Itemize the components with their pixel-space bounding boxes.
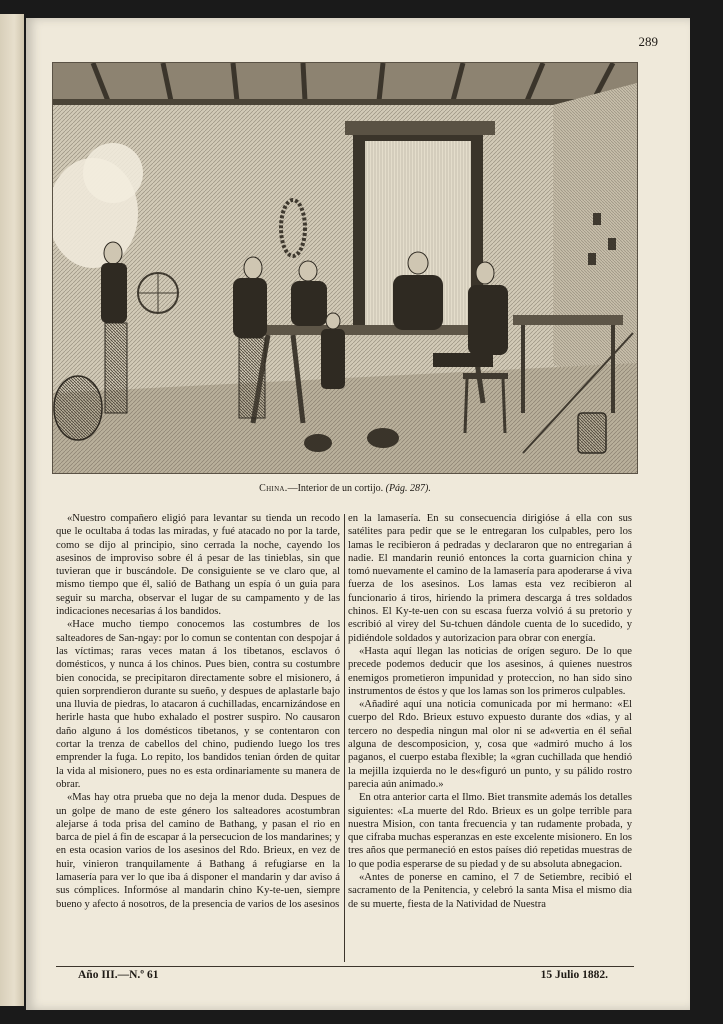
footer-rule: [56, 966, 634, 967]
facing-page-edge: [0, 14, 24, 1006]
figure-caption: [52, 483, 638, 494]
caption-label: China.: [259, 483, 288, 494]
paragraph: «Nuestro compañero eligió para levantar su tienda un recodo que le ocultaba á todas las miradas, y fué atacado no por la tarde, como se dijo al principio, sino cerrada la noche, cayendo los asesinos de improviso sobre él á pesar de las tinieblas, sin que tuvieran que ir buscándole. De consiguiente se ve claro que, al mismo tiempo que él, salió de Bathang un espía ó un guia para seguir su marcha, observar el lugar de su campamento y de las indicaciones necesarias á los bandidos.: [56, 513, 340, 618]
paragraph: «Hasta aquí llegan las noticias de orígen seguro. De lo que precede podemos deducir que los asesinos, á quienes nuestros enemigos prometieron impunidad y proteccion, no han sido sino instrumentos de éstos y que los lamas son los primeros culpables.: [348, 645, 632, 697]
issue-number: Año III.—N.º 61: [78, 969, 159, 981]
caption-page-ref: (Pág. 287).: [385, 483, 431, 494]
page-number: 289: [638, 34, 658, 49]
right-text-column: [348, 512, 632, 911]
left-text-column: [56, 512, 340, 911]
caption-text: —Interior de un cortijo.: [287, 483, 384, 494]
paragraph: «Añadiré aquí una noticia comunicada por mi hermano: «El cuerpo del Rdo. Brieux estuvo expuesto durante dos «dias, y al tercero no despedia ningun mal olor ni se ad«vertia en él señal alguna de descomposicion, y, cosa que «admiró mucho á los paganos, el cuerpo estaba flexible; la «gran cuchillada que hendió la mejilla izquierda no le des«figuró un punto, y su pálido rostro parecia aún animado.»: [348, 699, 632, 790]
magazine-page: [26, 18, 690, 1010]
paragraph: En otra anterior carta el Ilmo. Biet transmite además los detalles siguientes: «La muerte del Rdo. Brieux es un golpe terrible para nuestra Mision, con tanta frecuencia y tan rudamente probada, y que cifraba muchas esperanzas en este excelente misionero. En los tres años que permaneció en estos países dió repetidas muestras de lo que podia esperarse de su piedad y de su absoluta abnegacion.: [348, 792, 632, 870]
paragraph: «Antes de ponerse en camino, el 7 de Setiembre, recibió el sacramento de la Penitencia, y celebró la santa Misa el mismo dia de su muerte, fiesta de la Natividad de Nuestra: [348, 872, 632, 910]
engraving-illustration: [52, 62, 638, 474]
paragraph: «Mas hay otra prueba que no deja la menor duda. Despues de un golpe de mano de este género los salteadores acostumbran alejarse á toda prisa del camino de Bathang, y pasan el rio en barca de piel á fin de escapar á la persecucion de los mandarines; y en esta ocasion varios de los asesinos del Rdo. Brieux, en vez de huir, vinieron tranquilamente á Bathang á refugiarse en la lamasería para ver lo que iba á disponer el mandarin y dar aviso á sus cómplices. Informóse al mandarin chino Ky-te-uen, siempre bueno y afecto á nosotros, de la presencia de varios de los asesinos: [56, 792, 340, 910]
paragraph: en la lamasería. En su consecuencia dirigióse á ella con sus satélites para pedir que se le entregaran los culpables, pero los lamas le recibieron á pedradas y declararon que no entregarian á nadie. El mandarin reunió entonces la corta guarnicion china y tomó nuevamente el camino de la lamasería para apoderarse á viva fuerza de los asesinos. Los lamas esta vez recibieron al funcionario á tiros, hiriendo la primera descarga á tres soldados chinos. El Ky-te-uen con su escasa fuerza volvió á su pretorio y escribió al virey del Su-tchuen dándole cuenta de lo sucedido, y pidiéndole soldados y autorizacion para obrar con energía.: [348, 513, 632, 644]
paragraph: «Hace mucho tiempo conocemos las costumbres de los salteadores de San-ngay: por lo comun se contentan con despojar á las víctimas; raras veces matan á los tibetanos, esclavos ó domésticos, y nunca á los chinos. Pues bien, contra su costumbre bien conocida, se precipitaron directamente sobre el misionero, á quien sorprendieron durante su sueño, y despues de aplastarle bajo una lluvia de piedras, lo atacaron á cuchilladas, encarnizándose en herirle hasta que hubo exhalado el postrer suspiro. No causaron daño alguno á los domésticos tibetanos, y se contentaron con cortar la trenza de cabellos del chino, pudiendo luego los tres emprender la fuga. Lo repito, los bandidos tenian órden de quitar la vida al misionero, pues no es esta ordinariamente su manera de obrar.: [56, 619, 340, 790]
engraving-drawing: [53, 63, 637, 473]
issue-date: 15 Julio 1882.: [540, 969, 608, 981]
column-divider: [344, 514, 345, 962]
